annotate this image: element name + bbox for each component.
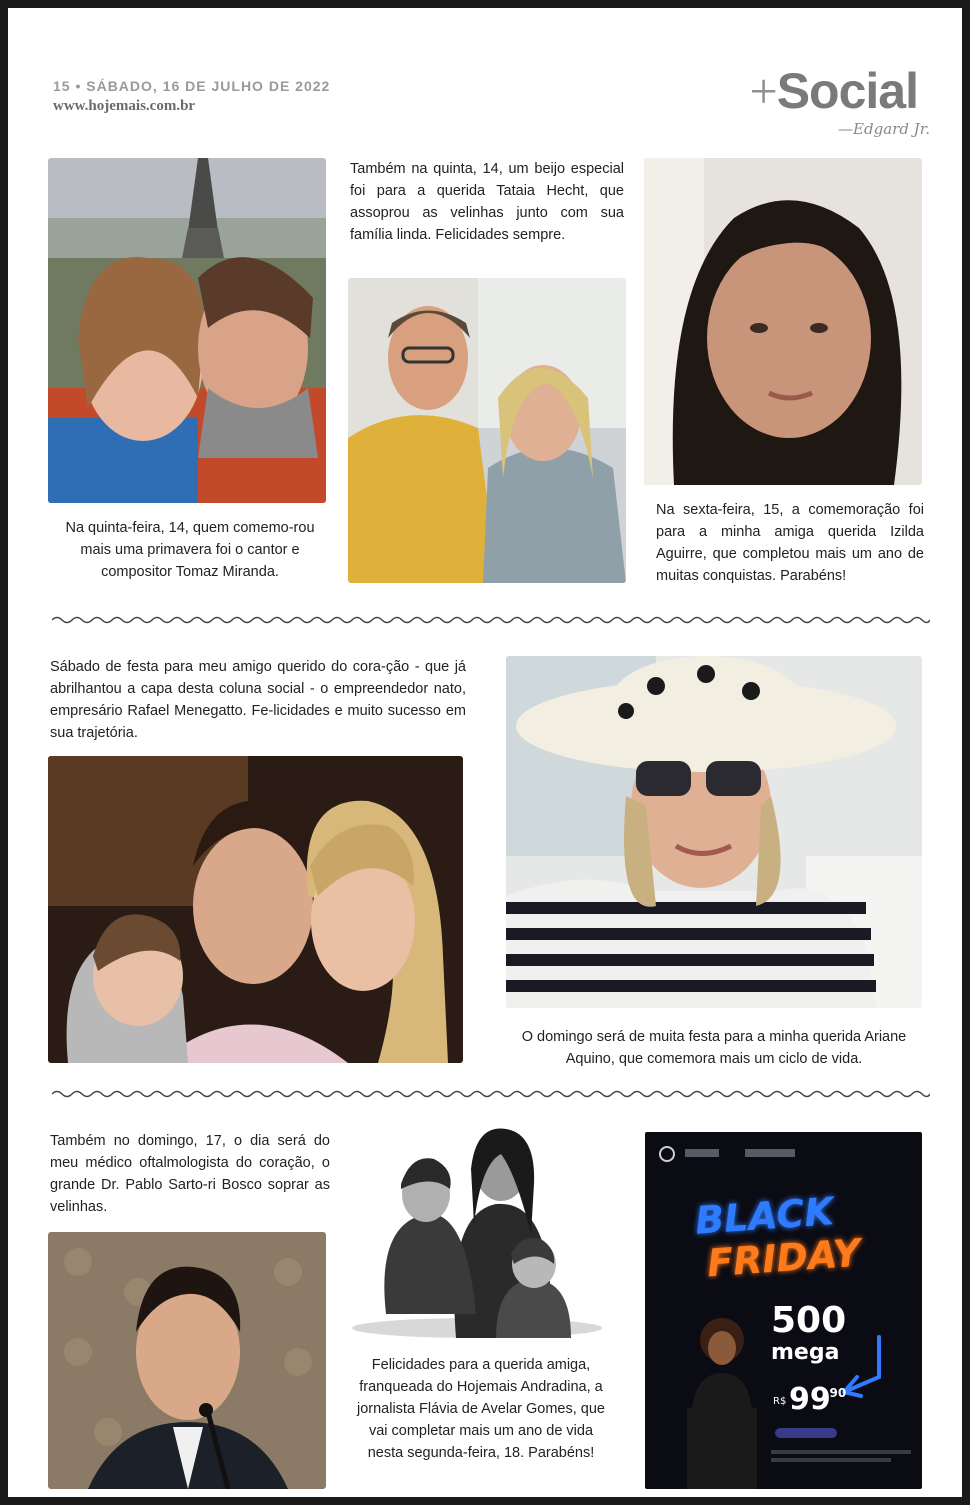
section-divider bbox=[52, 614, 930, 626]
ad-speed-value: 500 bbox=[771, 1300, 847, 1341]
photo-pablo-bosco bbox=[48, 1232, 326, 1489]
caption-izilda-aguirre: Na sexta-feira, 15, a comemoração foi para a minha amiga querida Izilda Aguirre, que completou mais um ano de muitas conquistas. Parabéns! bbox=[656, 502, 924, 584]
caption-pablo-bosco: Também no domingo, 17, o dia será do meu médico oftalmologista do coração, o grande Dr. Pablo Sarto-ri Bosco soprar as velinhas. bbox=[50, 1133, 330, 1215]
section-divider bbox=[52, 1088, 930, 1100]
caption-rafael-menegatto: Sábado de festa para meu amigo querido do cora-ção - que já abrilhantou a capa desta coluna social - o empreendedor nato, empresário Rafael Menegatto. Fe-licidades e muito sucesso em sua trajetória. bbox=[50, 659, 466, 741]
site-url: www.hojemais.com.br bbox=[53, 98, 196, 114]
photo-tataia-hecht bbox=[348, 278, 626, 583]
ad-friday-text: FRIDAY bbox=[705, 1230, 862, 1286]
column-title bbox=[749, 63, 919, 119]
ad-fine-print bbox=[771, 1458, 891, 1462]
ad-price-cents: ,90 bbox=[825, 1386, 847, 1400]
black-friday-ad[interactable] bbox=[645, 1132, 922, 1489]
partner-logo-mark bbox=[745, 1149, 795, 1157]
ad-fine-print bbox=[771, 1450, 911, 1454]
newspaper-page bbox=[8, 8, 962, 1497]
provider-logo-icon bbox=[659, 1146, 675, 1162]
column-title-text: Social bbox=[776, 63, 918, 119]
caption-tataia-hecht: Também na quinta, 14, um beijo especial foi para a querida Tataia Hecht, que assoprou as velinhas junto com sua família linda. Felicidades sempre. bbox=[350, 161, 624, 243]
page-date-line: 15 • SÁBADO, 16 DE JULHO DE 2022 bbox=[53, 78, 331, 94]
ad-price: 99 bbox=[789, 1382, 831, 1417]
columnist-signature: —Edgard Jr. bbox=[838, 120, 930, 138]
ad-speed-unit: mega bbox=[771, 1340, 840, 1365]
ad-black-text: BLACK bbox=[693, 1189, 836, 1243]
caption-ariane-aquino: O domingo será de muita festa para a minha querida Ariane Aquino, que comemora mais um ciclo de vida. bbox=[521, 1029, 907, 1067]
provider-logo-mark bbox=[685, 1149, 719, 1157]
caption-tomaz-miranda: Na quinta-feira, 14, quem comemo-rou mais uma primavera foi o cantor e compositor Tomaz Miranda. bbox=[65, 520, 315, 580]
ad-person bbox=[687, 1318, 757, 1408]
photo-rafael-menegatto bbox=[48, 756, 463, 1063]
photo-tomaz-miranda bbox=[48, 158, 326, 503]
photo-flavia-gomes bbox=[346, 1114, 608, 1338]
caption-flavia-gomes: Felicidades para a querida amiga, franqueada do Hojemais Andradina, a jornalista Flávia de Avelar Gomes, que vai completar mais um ano de vida nesta segunda-feira, 18. Parabéns! bbox=[357, 1357, 605, 1461]
photo-ariane-aquino bbox=[506, 656, 922, 1008]
ad-cta-button[interactable] bbox=[775, 1428, 837, 1438]
ad-person-body bbox=[687, 1408, 757, 1489]
column-title-plus: + bbox=[749, 63, 777, 119]
photo-izilda-aguirre bbox=[644, 158, 922, 485]
ad-price-prefix: R$ bbox=[773, 1396, 787, 1407]
